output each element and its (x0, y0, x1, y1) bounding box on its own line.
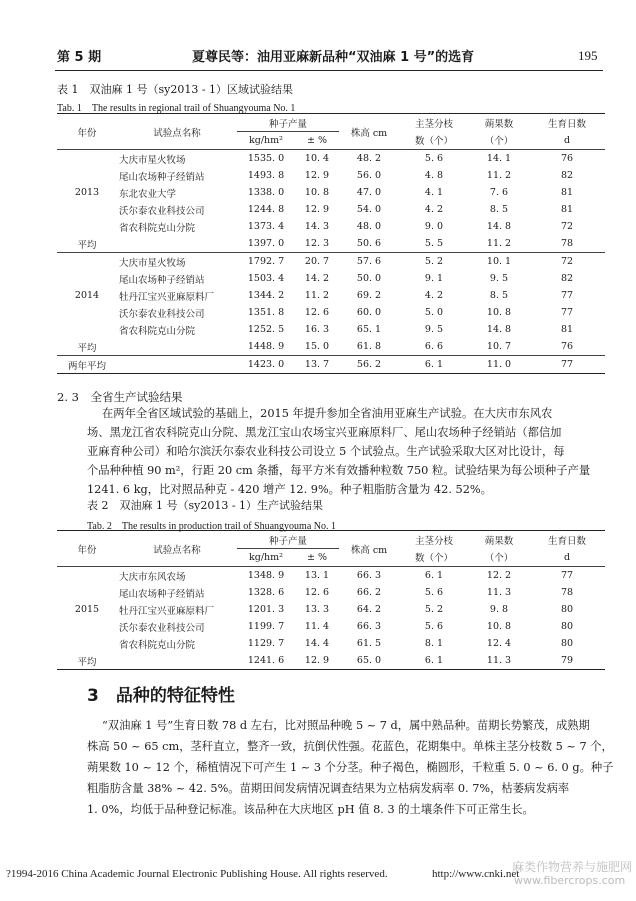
table2-cell-yield-pct: 12. 9 (304, 655, 330, 666)
table2-cell-capsules: 9. 8 (489, 604, 509, 615)
table1-cell-year: 2014 (74, 290, 100, 301)
table1-cell-yield-kg: 1252. 5 (247, 324, 285, 335)
table1-cell-capsules: 11. 0 (486, 359, 512, 370)
table1-cell-yield-pct: 15. 0 (304, 341, 330, 352)
table2-cell-height: 64. 2 (356, 604, 382, 615)
table1-cell-branches: 4. 1 (424, 187, 444, 198)
table2-cell-yield-pct: 12. 6 (304, 587, 330, 598)
table1-cell-yield-pct: 12. 3 (304, 238, 330, 249)
table1-row (57, 287, 605, 304)
table1-cell-capsules: 10. 7 (486, 341, 512, 352)
table2-cell-branches: 5. 6 (424, 621, 444, 632)
table1-caption-en: Tab. 1 The results in regional trail of Shuangyouma No. 1 (57, 103, 296, 114)
table2-cell-site: 省农科院克山分院 (119, 639, 196, 651)
t2-col-days-unit: d (529, 549, 605, 567)
table1-cell-yield-kg: 1493. 8 (247, 170, 285, 181)
section-2-3-line-3: 亚麻育种公司）和哈尔滨沃尔泰农业科技公司设立 5 个试验点。生产试验采取大区对比设计，每 (87, 445, 565, 458)
table1-row (57, 235, 605, 253)
table1-cell-days: 81 (560, 324, 574, 335)
table2-cell-yield-kg: 1348. 9 (247, 570, 285, 581)
table2-cell-capsules: 12. 2 (486, 570, 512, 581)
table1-cell-branches: 6. 6 (424, 341, 444, 352)
table1-cell-year (57, 270, 117, 287)
table2-row (57, 601, 605, 618)
table2-cell-capsules: 10. 8 (486, 621, 512, 632)
table1-cell-capsules: 14. 8 (486, 324, 512, 335)
table1-cell-days: 77 (560, 290, 574, 301)
table2-cell-days: 78 (560, 587, 574, 598)
table1-cell-year: 平均 (77, 239, 97, 251)
table1-row (57, 338, 605, 356)
section-3-line-5: 1. 0%，均低于品种登记标准。该品种在大庆地区 pH 值 8. 3 的土壤条件下可正常生长。 (87, 803, 534, 816)
table1-cell-branches: 9. 5 (424, 324, 444, 335)
page-number: 195 (578, 48, 598, 63)
table1-cell-site: 大庆市星火牧场 (119, 257, 186, 269)
table1-cell-capsules: 10. 1 (486, 256, 512, 267)
table1-cell-branches: 5. 0 (424, 307, 444, 318)
table1-cell-year (57, 167, 117, 184)
table1-cell-site: 尾山农场种子经销站 (119, 274, 205, 286)
table1-cell-site: 沃尔泰农业科技公司 (119, 205, 205, 217)
table1-cell-capsules: 8. 5 (489, 204, 509, 215)
table1-row (57, 356, 605, 374)
table1-row (57, 270, 605, 287)
table1-cell-height: 60. 0 (356, 307, 382, 318)
table1-row (57, 304, 605, 321)
table2-cell-site: 尾山农场种子经销站 (119, 588, 205, 600)
t2-col-branch-unit: 数（个） (399, 549, 469, 567)
col-days-header: 生育日数 (547, 118, 586, 130)
table1-cell-yield-kg: 1351. 8 (247, 307, 285, 318)
section-3-heading: 3 品种的特征特性 (87, 686, 235, 706)
table1-cell-days: 78 (560, 238, 574, 249)
table1-cell-height: 50. 6 (356, 238, 382, 249)
t2-col-year-header: 年份 (57, 531, 117, 567)
col-capsule-unit: （个） (469, 132, 529, 150)
table1-cell-height: 50. 0 (356, 273, 382, 284)
table2-row (57, 567, 605, 585)
table2-cell-yield-kg: 1328. 6 (247, 587, 285, 598)
table1-row (57, 150, 605, 168)
table1-cell-yield-kg: 1423. 0 (247, 359, 285, 370)
table1-cell-site (117, 235, 237, 253)
table2-cell-branches: 5. 2 (424, 604, 444, 615)
table1-cell-height: 47. 0 (356, 187, 382, 198)
col-capsule-header: 蒴果数 (484, 118, 514, 130)
table1-cell-height: 61. 8 (356, 341, 382, 352)
table2-cell-branches: 8. 1 (424, 638, 444, 649)
t2-col-site-header: 试验点名称 (117, 531, 237, 567)
table1-cell-yield-pct: 10. 4 (304, 153, 330, 164)
table2-cell-site: 牡丹江宝兴亚麻原料厂 (119, 605, 215, 617)
table2-cell-yield-pct: 14. 4 (304, 638, 330, 649)
table2-cell-capsules: 11. 3 (486, 655, 512, 666)
table1-cell-yield-kg: 1792. 7 (247, 256, 285, 267)
table1-cell-capsules: 10. 8 (486, 307, 512, 318)
table2-row (57, 652, 605, 670)
section-2-3-heading: 2. 3 全省生产试验结果 (57, 390, 183, 404)
table2-cell-days: 79 (560, 655, 574, 666)
table2-cell-days: 80 (560, 638, 574, 649)
table1-cell-height: 69. 2 (356, 290, 382, 301)
table2-cell-yield-kg: 1199. 7 (247, 621, 285, 632)
table2-cell-yield-kg: 1241. 6 (247, 655, 285, 666)
table1-cell-capsules: 11. 2 (486, 238, 512, 249)
table1-cell-days: 82 (560, 170, 574, 181)
table2-caption-en: Tab. 2 The results in production trail of Shuangyouma No. 1 (87, 521, 336, 532)
cnki-link[interactable]: http://www.cnki.net (432, 868, 520, 880)
table1-cell-site: 大庆市星火牧场 (119, 154, 186, 166)
production-trial-table (57, 530, 605, 670)
table2-cell-year (57, 635, 117, 652)
table2-cell-yield-pct: 13. 3 (304, 604, 330, 615)
table1-cell-yield-kg: 1503. 4 (247, 273, 285, 284)
table1-cell-height: 56. 0 (356, 170, 382, 181)
table2-cell-days: 77 (560, 570, 574, 581)
section-2-3-line-1: 在两年全省区域试验的基础上，2015 年提升参加全省油用亚麻生产试验。在大庆市东风农 (102, 407, 553, 420)
table1-row (57, 167, 605, 184)
table1-cell-branches: 9. 1 (424, 273, 444, 284)
table1-cell-days: 72 (560, 256, 574, 267)
col-year-header: 年份 (57, 114, 117, 150)
table1-cell-capsules: 11. 2 (486, 170, 512, 181)
table1-cell-yield-pct: 16. 3 (304, 324, 330, 335)
table2-cell-branches: 5. 6 (424, 587, 444, 598)
table1-cell-branches: 6. 1 (424, 359, 444, 370)
table1-cell-yield-kg: 1344. 2 (247, 290, 285, 301)
table1-cell-year (57, 321, 117, 338)
table2-cell-site: 大庆市东风农场 (119, 571, 186, 583)
table2-cell-height: 66. 2 (356, 587, 382, 598)
table1-cell-days: 82 (560, 273, 574, 284)
watermark-cn: 麻类作物营养与施肥网 (512, 860, 633, 874)
t2-col-branch-header: 主茎分枝 (414, 535, 453, 547)
table2-cell-yield-pct: 13. 1 (304, 570, 330, 581)
table1-cell-site (117, 338, 237, 356)
table2-cell-yield-pct: 11. 4 (304, 621, 330, 632)
table2-cell-branches: 6. 1 (424, 655, 444, 666)
table1-cell-days: 76 (560, 341, 574, 352)
table1-cell-year: 两年平均 (67, 360, 106, 372)
table1-cell-year (57, 150, 117, 168)
section-3-line-3: 蒴果数 10 ~ 12 个，稀植情况下可产生 1 ~ 3 个分茎。种子褐色，椭圆形，千粒重 5. 0 ~ 6. 0 g。种子 (87, 761, 614, 774)
table2-cell-capsules: 12. 4 (486, 638, 512, 649)
table2-cell-site: 沃尔泰农业科技公司 (119, 622, 205, 634)
table1-cell-yield-pct: 20. 7 (304, 256, 330, 267)
table1-cell-branches: 5. 2 (424, 256, 444, 267)
table1-cell-days: 72 (560, 221, 574, 232)
table1-row (57, 201, 605, 218)
t2-col-yield-header: 种子产量 (237, 531, 339, 549)
table2-cell-year (57, 584, 117, 601)
table1-cell-yield-pct: 13. 7 (304, 359, 330, 370)
table1-cell-branches: 4. 2 (424, 204, 444, 215)
col-yield-header: 种子产量 (237, 114, 339, 132)
table1-cell-days: 81 (560, 187, 574, 198)
table1-cell-site: 省农科院克山分院 (119, 222, 196, 234)
table2-cell-yield-kg: 1201. 3 (247, 604, 285, 615)
t2-col-days-header: 生育日数 (547, 535, 586, 547)
table1-cell-yield-kg: 1535. 0 (247, 153, 285, 164)
table1-cell-days: 81 (560, 204, 574, 215)
table1-cell-height: 54. 0 (356, 204, 382, 215)
section-3-line-2: 株高 50 ~ 65 cm，茎秆直立，整齐一致，抗倒伏性强。花蓝色，花期集中。单株主茎分枝数 5 ~ 7 个， (87, 740, 613, 753)
table1-cell-yield-pct: 14. 3 (304, 221, 330, 232)
table1-cell-yield-kg: 1373. 4 (247, 221, 285, 232)
col-height-header: 株高 cm (339, 114, 399, 150)
table1-cell-site: 沃尔泰农业科技公司 (119, 308, 205, 320)
watermark-url: www.fibercrops.com (514, 874, 626, 887)
table2-cell-height: 65. 0 (356, 655, 382, 666)
table1-cell-branches: 5. 6 (424, 153, 444, 164)
table2-cell-capsules: 11. 3 (486, 587, 512, 598)
table2-cell-year: 平均 (77, 656, 97, 668)
table2-cell-site (117, 652, 237, 670)
table1-cell-yield-kg: 1448. 9 (247, 341, 285, 352)
table1-cell-branches: 4. 8 (424, 170, 444, 181)
table2-row (57, 635, 605, 652)
t2-col-yield-kg-header: kg/hm² (237, 549, 295, 567)
table2-cell-days: 80 (560, 621, 574, 632)
table1-cell-site: 尾山农场种子经销站 (119, 171, 205, 183)
t2-col-capsule-header: 蒴果数 (484, 535, 514, 547)
table1-cell-year (57, 201, 117, 218)
table1-cell-height: 56. 2 (356, 359, 382, 370)
table2-row (57, 584, 605, 601)
table1-cell-yield-pct: 12. 9 (304, 204, 330, 215)
table1-cell-year (57, 218, 117, 235)
table2-cell-height: 66. 3 (356, 570, 382, 581)
section-2-3-line-2: 场、黑龙江省农科院克山分院、黑龙江宝山农场宝兴亚麻原料厂、尾山农场种子经销站（都信加 (87, 426, 562, 439)
table2-cell-year (57, 567, 117, 585)
table1-cell-capsules: 9. 5 (489, 273, 509, 284)
copyright-notice: ?1994-2016 China Academic Journal Electronic Publishing House. All rights reserved. (6, 868, 388, 880)
table1-cell-days: 77 (560, 359, 574, 370)
regional-trial-table (57, 113, 605, 374)
issue-number: 第 5 期 (57, 50, 102, 65)
table1-cell-yield-kg: 1244. 8 (247, 204, 285, 215)
table1-cell-branches: 4. 2 (424, 290, 444, 301)
t2-col-capsule-unit: （个） (469, 549, 529, 567)
table1-cell-site: 省农科院克山分院 (119, 325, 196, 337)
table1-cell-height: 57. 6 (356, 256, 382, 267)
table1-cell-height: 48. 0 (356, 221, 382, 232)
col-site-header: 试验点名称 (117, 114, 237, 150)
table1-cell-yield-pct: 11. 2 (304, 290, 330, 301)
t2-col-height-header: 株高 cm (339, 531, 399, 567)
table1-cell-height: 48. 2 (356, 153, 382, 164)
table1-cell-site: 东北农业大学 (119, 188, 177, 200)
table2-cell-branches: 6. 1 (424, 570, 444, 581)
table1-cell-branches: 9. 0 (424, 221, 444, 232)
table1-row (57, 253, 605, 271)
table1-cell-days: 76 (560, 153, 574, 164)
header-rule (55, 70, 603, 71)
table1-row (57, 321, 605, 338)
col-yield-pct-header: ± % (295, 132, 339, 150)
table1-row (57, 184, 605, 201)
table2-cell-year: 2015 (74, 604, 100, 615)
table2-cell-yield-kg: 1129. 7 (247, 638, 285, 649)
table1-cell-site: 牡丹江宝兴亚麻原料厂 (119, 291, 215, 303)
table1-row (57, 218, 605, 235)
table1-cell-yield-pct: 12. 6 (304, 307, 330, 318)
running-title: 夏尊民等：油用亚麻新品种“双油麻 1 号”的选育 (192, 50, 475, 65)
table1-cell-capsules: 8. 5 (489, 290, 509, 301)
table2-cell-height: 66. 3 (356, 621, 382, 632)
table1-cell-capsules: 14. 1 (486, 153, 512, 164)
table2-caption-cn: 表 2 双油麻 1 号（sy2013 - 1）生产试验结果 (87, 499, 324, 512)
table1-cell-year: 平均 (77, 342, 97, 354)
table1-cell-year (57, 253, 117, 271)
table2-row (57, 618, 605, 635)
table1-cell-site (117, 356, 237, 374)
table1-cell-yield-pct: 10. 8 (304, 187, 330, 198)
col-branch-unit: 数（个） (399, 132, 469, 150)
section-2-3-line-5: 1241. 6 kg，比对照品种克 - 420 增产 12. 9%。种子粗脂肪含量为 42. 52%。 (87, 483, 492, 496)
table2-cell-year (57, 618, 117, 635)
table1-cell-yield-kg: 1338. 0 (247, 187, 285, 198)
t2-col-yield-pct-header: ± % (295, 549, 339, 567)
table1-cell-yield-pct: 12. 9 (304, 170, 330, 181)
table1-cell-yield-pct: 14. 2 (304, 273, 330, 284)
table1-cell-capsules: 7. 6 (489, 187, 509, 198)
table1-cell-year (57, 304, 117, 321)
table2-cell-days: 80 (560, 604, 574, 615)
table1-cell-yield-kg: 1397. 0 (247, 238, 285, 249)
table1-cell-capsules: 14. 8 (486, 221, 512, 232)
section-2-3-line-4: 个品种种植 90 m²，行距 20 cm 条播，每平方米有效播种粒数 750 粒。试验结果为每公顷种子产量 (87, 464, 591, 477)
col-days-unit: d (529, 132, 605, 150)
table1-cell-days: 77 (560, 307, 574, 318)
table1-caption-cn: 表 1 双油麻 1 号（sy2013 - 1）区域试验结果 (57, 83, 294, 96)
table1-cell-year: 2013 (74, 187, 100, 198)
col-branch-header: 主茎分枝 (414, 118, 453, 130)
table1-cell-height: 65. 1 (356, 324, 382, 335)
section-3-line-1: “双油麻 1 号”生育日数 78 d 左右，比对照品种晚 5 ~ 7 d，属中熟品种。苗期长势繁茂，成熟期 (102, 719, 590, 732)
section-3-line-4: 粗脂肪含量 38% ~ 42. 5%。苗期田间发病情况调查结果为立枯病发病率 0. 7%，枯萎病发病率 (87, 782, 570, 795)
table2-cell-height: 61. 5 (356, 638, 382, 649)
col-yield-kg-header: kg/hm² (237, 132, 295, 150)
table1-cell-branches: 5. 5 (424, 238, 444, 249)
